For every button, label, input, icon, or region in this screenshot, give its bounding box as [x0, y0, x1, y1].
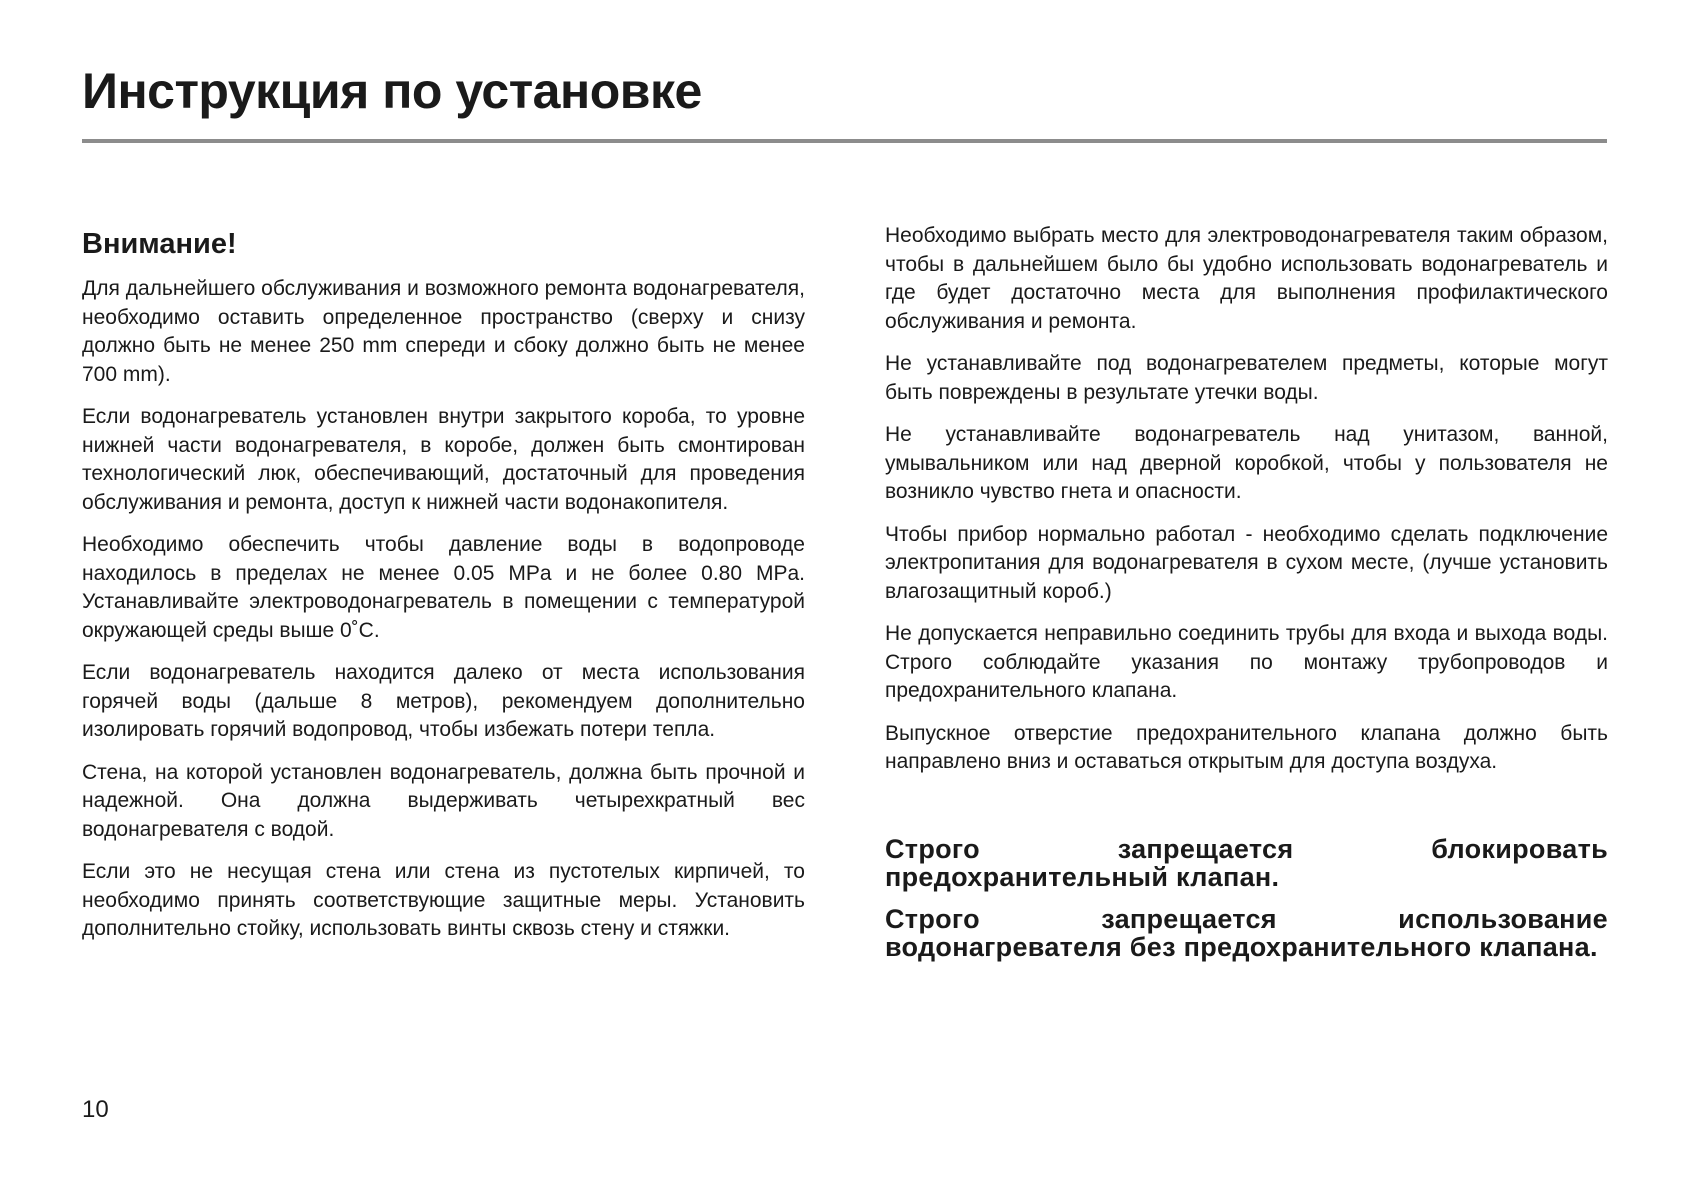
paragraph-non-bearing-wall: Если это не несущая стена или стена из пустотелых кирпичей, то необходимо принять соответствующие защитные меры. Установить дополнительно стойку, использовать винты сквозь стену и стяжки. [82, 860, 805, 940]
paragraph-power-connection: Чтобы прибор нормально работал - необходимо сделать подключение электропитания для водонагревателя в сухом месте, (лучше установить влагозащитный короб.) [885, 522, 1608, 603]
paragraph-service-space: Для дальнейшего обслуживания и возможного ремонта водонагревателя, необходимо оставить определенное пространство (сверху и снизу должно быть не менее 250 mm спереди и сбоку должно быть не менее 700 mm). [82, 277, 805, 386]
paragraph-location-choice: Необходимо выбрать место для электроводонагревателя таким образом, чтобы в дальнейшем было бы удобно использовать водонагреватель и где будет достаточно места для выполнения профилактического обслуживания и ремонта. [885, 224, 1608, 333]
warnings-block [885, 835, 1608, 961]
paragraph-closed-box: Если водонагреватель установлен внутри закрытого короба, то уровне нижней части водонагревателя, в коробе, должен быть смонтирован технологический люк, обеспечивающий, достаточный для проведения обслуживания и ремонта, доступ к нижней части водонакопителя. [82, 405, 805, 514]
paragraph-placement-restriction: Не устанавливайте водонагреватель над унитазом, ванной, умывальником или над дверной коробкой, чтобы у пользователя не возникло чувство гнета и опасности. [885, 423, 1608, 503]
paragraph-objects-below: Не устанавливайте под водонагревателем предметы, которые могут быть повреждены в результате утечки воды. [885, 352, 1608, 404]
paragraph-valve-outlet: Выпускное отверстие предохранительного клапана должно быть направлено вниз и оставаться открытым для доступа воздуха. [885, 721, 1608, 773]
paragraph-hot-water-distance: Если водонагреватель находится далеко от места использования горячей воды (дальше 8 метров), рекомендуем дополнительно изолировать горячий водопровод, чтобы избежать потери тепла. [82, 661, 805, 741]
page-number: 10 [82, 1096, 109, 1123]
paragraph-water-pressure: Необходимо обеспечить чтобы давление воды в водопроводе находилось в пределах не менее 0.05 MPa и не более 0.80 MPa. Устанавливайте электроводонагреватель в помещении с температурой окружающей среды выше 0˚C. [82, 533, 805, 642]
title-divider [82, 139, 1607, 143]
page-title: Инструкция по установке [82, 63, 702, 119]
warning-no-valve: Строго запрещается использование водонагревателя без предохранительного клапана. [885, 903, 1608, 962]
right-column [885, 224, 1608, 975]
paragraph-pipe-connection: Не допускается неправильно соединить трубы для входа и выхода воды. Строго соблюдайте указания по монтажу трубопроводов и предохранительного клапана. [885, 622, 1608, 702]
warning-valve-blocking: Строго запрещается блокировать предохранительный клапан. [885, 833, 1608, 892]
paragraph-wall-strength: Стена, на которой установлен водонагреватель, должна быть прочной и надежной. Она должна выдерживать четырехкратный вес водонагревателя с водой. [82, 760, 805, 841]
left-column [82, 224, 805, 958]
attention-heading: Внимание! [82, 228, 237, 260]
